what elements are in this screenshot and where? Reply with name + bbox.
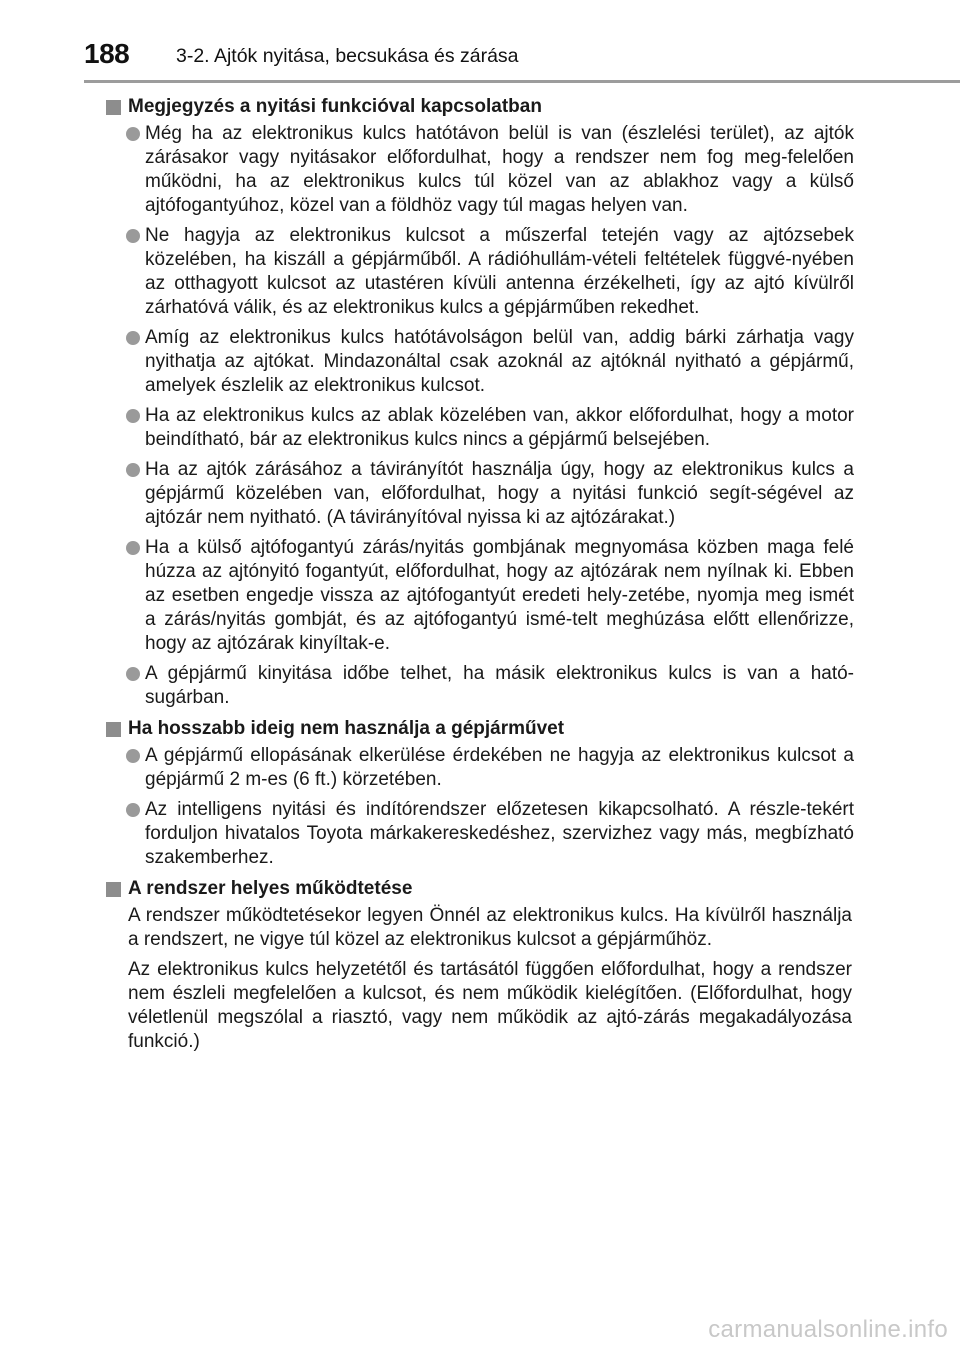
list-item <box>106 224 854 320</box>
list-item-text: Ne hagyja az elektronikus kulcsot a műszerfal tetején vagy az ajtózsebek közelében, ha kiszáll a gépjárműből. A rádióhullám-vételi feltételek függvé-nyében az otthagyott kulcsot az utastéren kívüli antenna érzékelheti, így az ajtó kívülről zárhatóvá válik, és az elektronikus kulcs a gépjárműben rekedhet. <box>145 225 854 318</box>
list-item <box>106 536 854 656</box>
header-rule <box>84 80 960 83</box>
list-item <box>106 326 854 398</box>
square-bullet-icon <box>106 100 121 115</box>
section-title: 3-2. Ajtók nyitása, becsukása és zárása <box>176 45 519 67</box>
circle-bullet-icon <box>126 803 140 817</box>
list-item-text: Ha az ajtók zárásához a távirányítót használja úgy, hogy az elektronikus kulcs a gépjármű közelében van, előfordulhat, hogy a nyitási funkció segít-ségével az ajtózár nem nyitható. (A távirányítóval nyissa ki az ajtózárakat.) <box>145 459 854 528</box>
list-item-text: A gépjármű ellopásának elkerülése érdekében ne hagyja az elektronikus kulcsot a gépjármű 2 m-es (6 ft.) körzetében. <box>145 745 854 790</box>
list-item <box>106 744 854 792</box>
list-item-text: A gépjármű kinyitása időbe telhet, ha másik elektronikus kulcs is van a ható-sugárban. <box>145 663 854 708</box>
list-item <box>106 404 854 452</box>
page-header <box>0 0 960 84</box>
list-item <box>106 122 854 218</box>
square-bullet-icon <box>106 882 121 897</box>
circle-bullet-icon <box>126 463 140 477</box>
list-item <box>106 662 854 710</box>
circle-bullet-icon <box>126 749 140 763</box>
heading-text: Ha hosszabb ideig nem használja a gépjárművet <box>128 718 565 739</box>
list-item <box>106 458 854 530</box>
list-item-text: Még ha az elektronikus kulcs hatótávon belül is van (észlelési terület), az ajtók zárásakor vagy nyitásakor előfordulhat, hogy a rendszer nem fog meg-felelően működni, ha az elektronikus kulcs túl közel van az ablakhoz vagy a külső ajtófogantyúhoz, közel van a földhöz vagy túl magas helyen van. <box>145 123 854 216</box>
paragraph: Az elektronikus kulcs helyzetétől és tartásától függően előfordulhat, hogy a rendszer nem észleli megfelelően a kulcsot, és nem működik kielégítően. (Előfordulhat, hogy véletlenül megszólal a riasztó, vagy nem működik az ajtó-zárás megakadályozása funkció.) <box>128 959 852 1052</box>
circle-bullet-icon <box>126 229 140 243</box>
list-item-text: Ha az elektronikus kulcs az ablak közelében van, akkor előfordulhat, hogy a motor beindítható, bár az elektronikus kulcs nincs a gépjármű belsejében. <box>145 405 854 450</box>
paragraph: A rendszer működtetésekor legyen Önnél az elektronikus kulcs. Ha kívülről használja a rendszert, ne vigye túl közel az elektronikus kulcsot a gépjárműhöz. <box>128 905 852 950</box>
heading-long-term-nonuse <box>106 716 854 742</box>
circle-bullet-icon <box>126 409 140 423</box>
circle-bullet-icon <box>126 541 140 555</box>
list-item-text: Az intelligens nyitási és indítórendszer előzetesen kikapcsolható. A részle-tekért forduljon hivatalos Toyota márkakereskedéshez, szervizhez vagy más, megbízható szakemberhez. <box>145 799 854 868</box>
square-bullet-icon <box>106 722 121 737</box>
list-item <box>106 798 854 870</box>
page-content <box>106 94 854 1060</box>
heading-text: Megjegyzés a nyitási funkcióval kapcsolatban <box>128 96 542 117</box>
heading-correct-operation <box>106 876 854 902</box>
heading-text: A rendszer helyes működtetése <box>128 878 413 899</box>
heading-unlock-function-note <box>106 94 854 120</box>
circle-bullet-icon <box>126 331 140 345</box>
list-item-text: Amíg az elektronikus kulcs hatótávolságon belül van, addig bárki zárhatja vagy nyithatja az ajtókat. Mindazonáltal csak azoknál az ajtóknál nyitható a gépjármű, amelyek észlelik az elektronikus kulcsot. <box>145 327 854 396</box>
circle-bullet-icon <box>126 127 140 141</box>
circle-bullet-icon <box>126 667 140 681</box>
site-watermark: carmanualsonline.info <box>708 1316 948 1343</box>
page-number: 188 <box>84 38 130 69</box>
list-item-text: Ha a külső ajtófogantyú zárás/nyitás gombjának megnyomása közben maga felé húzza az ajtónyitó fogantyút, előfordulhat, hogy az ajtózárak nem nyílnak ki. Ebben az esetben engedje vissza az ajtófogantyút eredeti hely-zetébe, nyomja meg ismét a zárás/nyitás gombját, és az ajtófogantyú ismé-telt meghúzása előtt ellenőrizze, hogy az ajtózárak kinyíltak-e. <box>145 537 854 654</box>
